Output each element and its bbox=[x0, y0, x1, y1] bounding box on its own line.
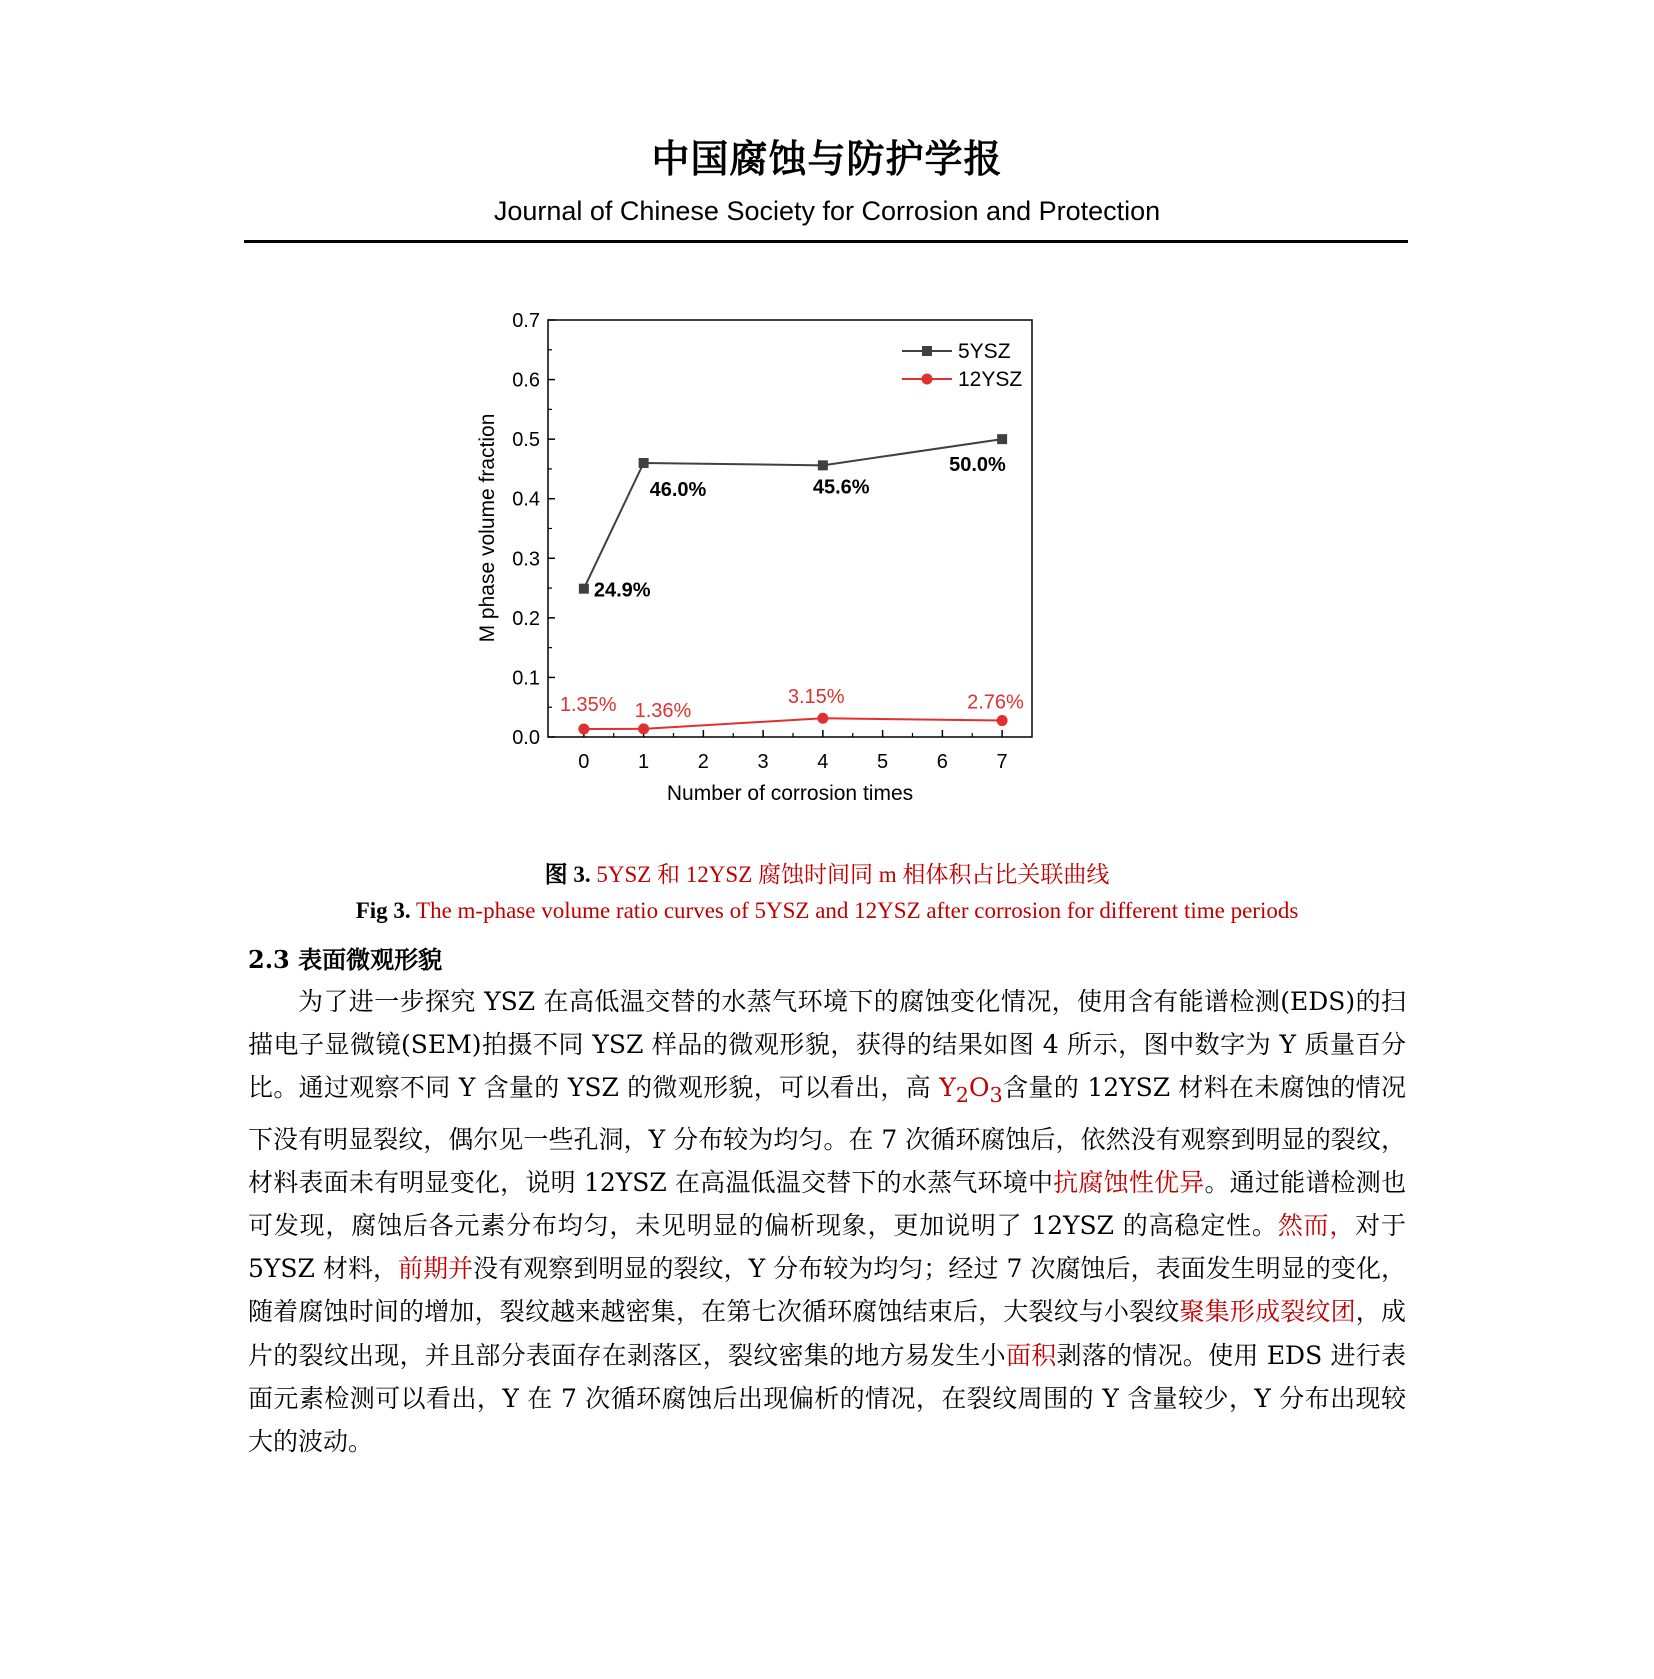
y-tick-label: 0.0 bbox=[512, 727, 540, 749]
data-point bbox=[579, 584, 589, 594]
y-tick-label: 0.4 bbox=[512, 488, 540, 511]
section-heading: 2.3 表面微观形貌 bbox=[248, 945, 443, 974]
text-run: 剥落的情况。使用 EDS 进行表面元素检测可以看出，Y 在 7 次循环腐蚀后出现偏析的情况，在裂纹周围的 Y 含量较少，Y 分布出现较大的波动。 bbox=[248, 1340, 1406, 1457]
data-label: 45.6% bbox=[812, 476, 870, 499]
x-tick-label: 0 bbox=[578, 751, 590, 773]
x-tick-label: 2 bbox=[697, 751, 709, 773]
highlight-text: 聚集形成裂纹团 bbox=[1179, 1297, 1356, 1327]
formula-o: O bbox=[969, 1073, 990, 1103]
y-tick-label: 0.6 bbox=[512, 369, 540, 392]
x-tick-label: 7 bbox=[996, 751, 1008, 773]
data-label: 2.76% bbox=[967, 691, 1024, 714]
highlight-text: 抗腐蚀性优异 bbox=[1053, 1167, 1205, 1197]
caption-cn-text: 5YSZ 和 12YSZ 腐蚀时间同 m 相体积占比关联曲线 bbox=[596, 862, 1110, 887]
formula-sub-3: 3 bbox=[989, 1083, 1003, 1108]
legend bbox=[902, 340, 1022, 391]
journal-title-en: Journal of Chinese Society for Corrosion and Protection bbox=[493, 196, 1161, 226]
data-point bbox=[639, 458, 649, 468]
x-tick-label: 4 bbox=[817, 751, 829, 773]
data-label: 3.15% bbox=[787, 686, 845, 709]
data-label: 46.0% bbox=[649, 478, 707, 501]
legend-marker bbox=[922, 346, 932, 356]
text-run: 。通过能谱检测也可发现，腐蚀后各元素分布均匀，未见明显的偏析现象，更加说明了 12YSZ 的高稳定性。 bbox=[248, 1167, 1406, 1241]
body-paragraph bbox=[248, 980, 1406, 1463]
y-axis-label: M phase volume fraction bbox=[476, 413, 499, 643]
caption-en-label: Fig 3. bbox=[355, 898, 411, 923]
caption-en-text: The m-phase volume ratio curves of 5YSZ and 12YSZ after corrosion for different time periods bbox=[416, 898, 1299, 923]
caption-cn-label: 图 3. bbox=[544, 862, 591, 887]
figure-caption-cn bbox=[0, 856, 1654, 889]
y-tick-label: 0.1 bbox=[512, 667, 540, 690]
x-tick-label: 3 bbox=[757, 751, 769, 773]
data-label: 50.0% bbox=[949, 454, 1006, 477]
y-tick-label: 0.3 bbox=[512, 548, 540, 571]
m-phase-chart bbox=[476, 290, 1130, 830]
y-tick-label: 0.7 bbox=[512, 310, 540, 332]
legend-marker bbox=[922, 374, 933, 385]
x-tick-label: 5 bbox=[877, 751, 889, 773]
series-layer bbox=[560, 434, 1024, 734]
data-point bbox=[997, 715, 1008, 726]
legend-label: 12YSZ bbox=[958, 368, 1023, 391]
formula-y2o3 bbox=[939, 1073, 1003, 1108]
data-point bbox=[997, 434, 1007, 444]
x-axis-label: Number of corrosion times bbox=[666, 782, 914, 805]
data-label: 1.35% bbox=[559, 693, 617, 716]
highlight-text: 前期并 bbox=[398, 1254, 474, 1284]
data-point bbox=[817, 713, 828, 724]
data-label: 24.9% bbox=[593, 579, 651, 602]
text-run: ，成片的裂纹出现，并且部分表面存在剥落区，裂纹密集的地方易发生小 bbox=[248, 1297, 1406, 1370]
x-tick-label: 6 bbox=[936, 751, 948, 773]
data-label: 1.36% bbox=[634, 699, 692, 722]
legend-label: 5YSZ bbox=[958, 340, 1011, 363]
journal-title-cn: 中国腐蚀与防护学报 bbox=[651, 137, 1003, 181]
data-point bbox=[818, 460, 828, 470]
header-divider bbox=[244, 240, 1408, 243]
figure-caption-en bbox=[0, 898, 1654, 924]
formula-sub-2: 2 bbox=[955, 1083, 970, 1108]
text-run: 没有观察到明显的裂纹，Y 分布较为均匀；经过 7 次腐蚀后，表面发生明显的变化，随着腐蚀时间的增加，裂纹越来越密集，在第七次循环腐蚀结束后，大裂纹与小裂纹 bbox=[248, 1254, 1406, 1327]
text-run: 为了进一步探究 YSZ 在高低温交替的水蒸气环境下的腐蚀变化情况，使用含有能谱检测(EDS)的扫描电子显微镜(SEM)拍摄不同 YSZ 样品的微观形貌，获得的结果如图 4 所示，图中数字为 Y 质量百分比。通过观察不同 Y 含量的 YSZ 的微观形貌，可以看出，高 bbox=[248, 987, 1406, 1103]
text-run: 含量的 12YSZ 材料在未腐蚀的情况下没有明显裂纹，偶尔见一些孔洞，Y 分布较为均匀。在 7 次循环腐蚀后，依然没有观察到明显的裂纹，材料表面未有明显变化，说明 12YSZ 在高温低温交替下的水蒸气环境中 bbox=[248, 1073, 1406, 1197]
formula-y: Y bbox=[939, 1073, 956, 1103]
highlight-text: 然而， bbox=[1277, 1211, 1356, 1241]
y-tick-label: 0.2 bbox=[512, 607, 540, 630]
data-point bbox=[638, 723, 649, 734]
highlight-text: 面积 bbox=[1005, 1340, 1057, 1370]
text-run: 对于 5YSZ 材料， bbox=[248, 1211, 1406, 1284]
y-tick-label: 0.5 bbox=[512, 429, 540, 452]
data-point bbox=[578, 723, 589, 734]
x-tick-label: 1 bbox=[638, 751, 650, 773]
